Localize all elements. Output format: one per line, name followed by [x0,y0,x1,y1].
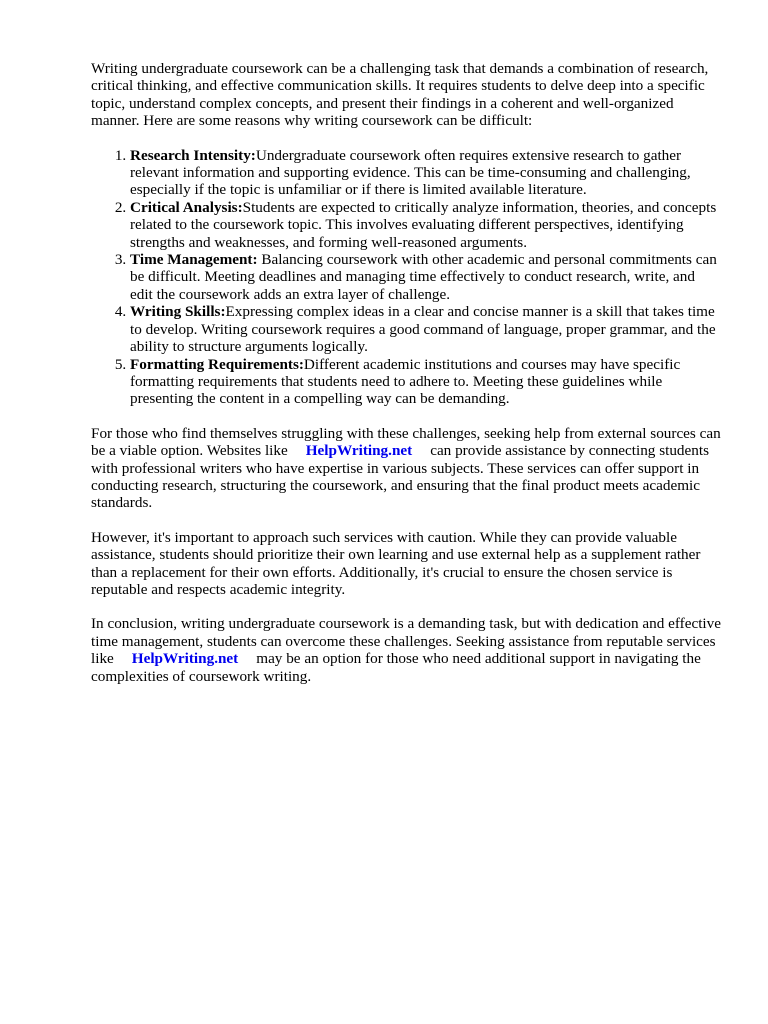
reason-title: Time Management: [130,251,258,269]
conclusion-text-after: may be an option for those who need additional support in navigating the complexities of coursework writing. [91,650,701,685]
reason-title: Writing Skills: [130,303,226,321]
reason-text: Balancing coursework with other academic and personal commitments can be difficult. Meeting deadlines and managing time effectively to conduct research, write, and edit the coursework adds an extra layer of challenge. [130,251,717,303]
list-item [130,147,721,199]
reason-text: Expressing complex ideas in a clear and concise manner is a skill that takes time to develop. Writing coursework requires a good command of language, proper grammar, and the ability to structure arguments logically. [130,303,716,356]
conclusion-text-before: In conclusion, writing undergraduate coursework is a demanding task, but with dedication and effective time management, students can overcome these challenges. Seeking assistance from reputable services like [91,615,721,668]
helpwriting-link[interactable]: HelpWriting.net [131,650,239,668]
reason-title: Critical Analysis: [130,198,243,216]
help-text-after: can provide assistance by connecting students with professional writers who have expertise in various subjects. These services can offer support in conducting research, structuring the coursework, and ensuring that the final product meets academic standards. [91,442,709,512]
helpwriting-link[interactable]: HelpWriting.net [305,442,413,460]
list-item [130,251,721,303]
help-text-before: For those who find themselves struggling with these challenges, seeking help from external sources can be a viable option. Websites like [91,424,721,460]
help-paragraph [91,425,721,512]
list-item [130,199,721,251]
document-body [91,60,721,702]
reason-text: Different academic institutions and courses may have specific formatting requirements that students need to adhere to. Meeting these guidelines while presenting the content in a compelling way can be demanding. [130,355,681,408]
reason-title: Formatting Requirements: [130,355,304,373]
reason-title: Research Intensity: [130,146,256,164]
conclusion-paragraph [91,615,721,685]
caution-paragraph: However, it's important to approach such services with caution. While they can provide valuable assistance, students should prioritize their own learning and use external help as a supplement rather than a replacement for their own efforts. Additionally, it's crucial to ensure the chosen service is reputable and respects academic integrity. [91,528,701,598]
reason-text: Undergraduate coursework often requires extensive research to gather relevant information and supporting evidence. This can be time-consuming and challenging, especially if the topic is unfamiliar or if there is limited available literature. [130,146,691,199]
list-item [130,356,721,408]
reason-text: Students are expected to critically analyze information, theories, and concepts related to the coursework topic. This involves evaluating different perspectives, identifying strengths and weaknesses, and forming well-reasoned arguments. [130,198,717,251]
intro-paragraph: Writing undergraduate coursework can be a challenging task that demands a combination of research, critical thinking, and effective communication skills. It requires students to delve deep into a specific topic, understand complex concepts, and present their findings in a coherent and well-organized manner. Here are some reasons why writing coursework can be difficult: [91,60,709,130]
list-item [130,303,721,355]
reasons-list [91,147,721,408]
